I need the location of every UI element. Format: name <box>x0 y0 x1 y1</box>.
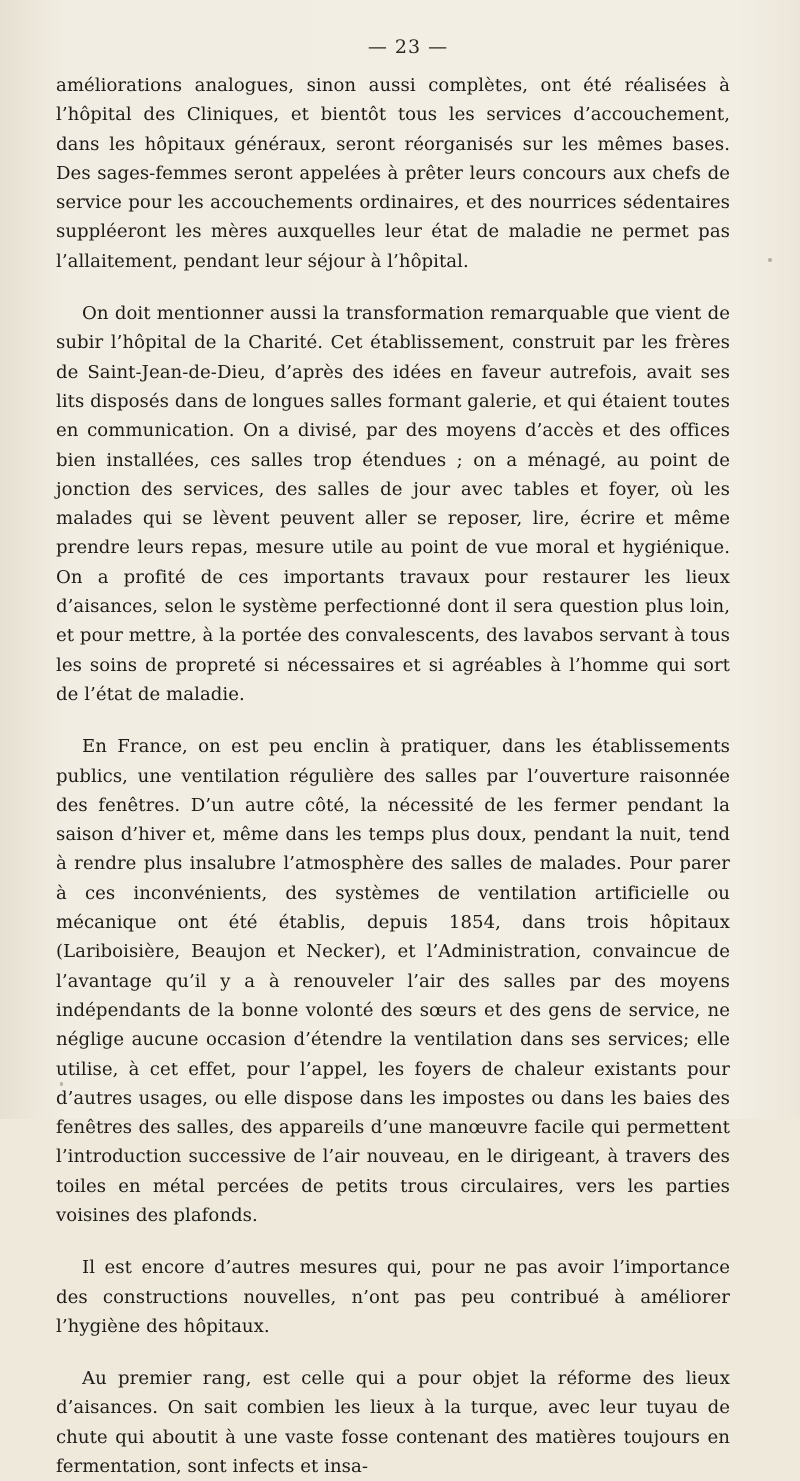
paper-speck <box>768 258 772 262</box>
paragraph-5: Au premier rang, est celle qui a pour objet la réforme des lieux d’aisances. On sait combien les lieux à la turque, avec leur tuyau de chute qui aboutit à une vaste fosse contenant des matières toujours en fermentation, sont infects et insa- <box>56 1368 730 1478</box>
paper-speck <box>60 1082 63 1086</box>
paragraph-2: On doit mentionner aussi la transformation remarquable que vient de subir l’hôpital de la Charité. Cet établissement, construit par les frères de Saint-Jean-de-Dieu, d’après des idées en faveur autrefois, avait ses lits disposés dans de longues salles formant galerie, et qui étaient toutes en communication. On a divisé, par des moyens d’accès et des offices bien installées, ces salles trop étendues ; on a ménagé, au point de jonction des services, des salles de jour avec tables et foyer, où les malades qui se lèvent peuvent aller se reposer, lire, écrire et même prendre leurs repas, mesure utile au point de vue moral et hygiénique. On a profité de ces importants travaux pour restaurer les lieux d’aisances, selon le système perfectionné dont il sera question plus loin, et pour mettre, à la portée des convalescents, des lavabos servant à tous les soins de propreté si nécessaires et si agréables à l’homme qui sort de l’état de maladie. <box>56 303 730 705</box>
paragraph-4: Il est encore d’autres mesures qui, pour ne pas avoir l’importance des constructions nouvelles, n’ont pas peu contribué à améliorer l’hygiène des hôpitaux. <box>56 1257 730 1337</box>
page-number: — 23 — <box>367 36 449 58</box>
paragraph-3: En France, on est peu enclin à pratiquer, dans les établissements publics, une ventilation régulière des salles par l’ouverture raisonnée des fenêtres. D’un autre côté, la nécessité de les fermer pendant la saison d’hiver et, même dans les temps plus doux, pendant la nuit, tend à rendre plus insalubre l’atmosphère des salles de malades. Pour parer à ces inconvénients, des systèmes de ventilation artificielle ou mécanique ont été établis, depuis 1854, dans trois hôpitaux (Lariboisière, Beaujon et Necker), et l’Administration, convaincue de l’avantage qu’il y a à renouveler l’air des salles par des moyens indépendants de la bonne volonté des sœurs et des gens de service, ne néglige aucune occasion d’étendre la ventilation dans ses services; elle utilise, à cet effet, pour l’appel, les foyers de chaleur existants pour d’autres usages, ou elle dispose dans les impostes ou dans les baies des fenêtres des salles, des appareils d’une manœuvre facile qui permettent l’introduction successive de l’air nouveau, en le dirigeant, à travers des toiles en métal percées de petits trous circulaires, vers les parties voisines des plafonds. <box>56 736 730 1226</box>
paragraph-1: améliorations analogues, sinon aussi complètes, ont été réalisées à l’hôpital des Cliniques, et bientôt tous les services d’accouchement, dans les hôpitaux généraux, seront réorganisés sur les mêmes bases. Des sages-femmes seront appelées à prêter leurs concours aux chefs de service pour les accouchements ordinaires, et des nourrices sédentaires suppléeront les mères auxquelles leur état de maladie ne permet pas l’allaitement, pendant leur séjour à l’hôpital. <box>56 75 730 272</box>
